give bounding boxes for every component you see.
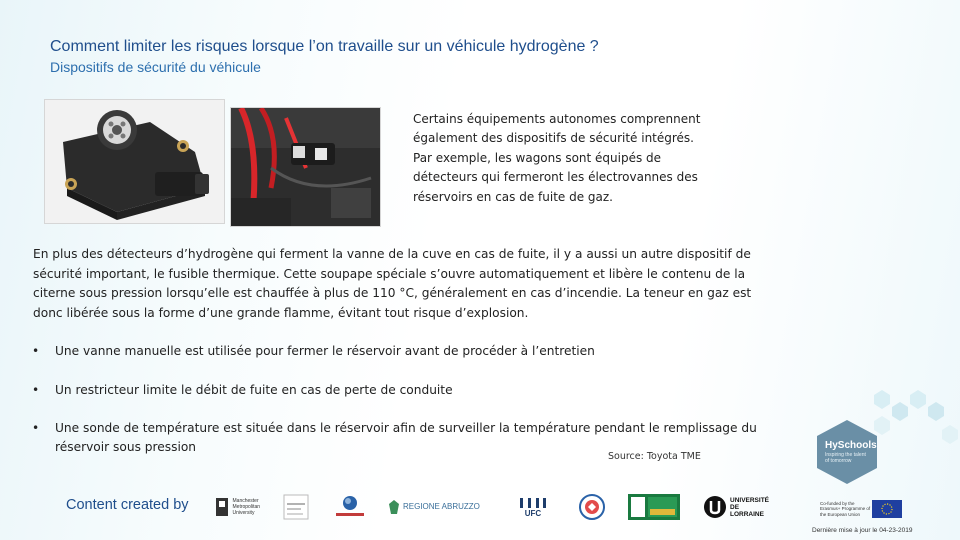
partner-logo-3: [332, 493, 368, 521]
hyschools-name: HySchools: [825, 440, 877, 451]
ufc-logo: [514, 493, 552, 521]
last-updated: Dernière mise à jour le 04-23-2019: [812, 527, 913, 534]
bullet-marker: •: [32, 421, 40, 435]
lorraine-logo: [703, 493, 775, 521]
hyschools-logo: [815, 418, 879, 486]
partner-logo-6: [578, 493, 606, 521]
partner-logo-2: [282, 493, 310, 521]
bullet-marker: •: [32, 383, 40, 397]
partner-logo-7: [627, 493, 681, 521]
hyschools-tagline: Inspiring the talent of tomorrow: [825, 452, 866, 464]
slide-title: Comment limiter les risques lorsque l’on travaille sur un véhicule hydrogène ?: [50, 38, 599, 55]
erasmus-logo: [820, 498, 906, 520]
source-caption: Source: Toyota TME: [608, 451, 701, 462]
erasmus-text: Co-funded by the Erasmus+ Programme of the European Union: [820, 500, 871, 517]
bullet-marker: •: [32, 344, 40, 358]
content-created-by: Content created by: [66, 497, 189, 513]
side-text: Certains équipements autonomes comprennent également des dispositifs de sécurité intégrés. Par exemple, les wagons sont équipés de détecteurs qui fermeront les électrovannes des réservoirs en cas de fuite de gaz.: [413, 112, 701, 204]
eu-flag-icon: [872, 500, 902, 518]
manchester-logo: [212, 493, 268, 521]
manchester-logo-text: Manchester Metropolitan University: [232, 498, 261, 516]
slide-subtitle: Dispositifs de sécurité du véhicule: [50, 59, 261, 75]
installed-sensor-photo: [230, 107, 381, 227]
hydrogen-sensor-photo: [44, 99, 225, 224]
bullet-text: Une sonde de température est située dans le réservoir afin de surveiller la température pendant le remplissage du réservoir sous pression: [55, 421, 757, 454]
regione-abruzzo-text: REGIONE ABRUZZO: [403, 502, 480, 511]
bullet-text: Un restricteur limite le débit de fuite en cas de perte de conduite: [55, 383, 453, 397]
ufc-text: UFC: [524, 509, 542, 518]
bullet-text: Une vanne manuelle est utilisée pour fermer le réservoir avant de procéder à l’entretien: [55, 344, 595, 358]
regione-abruzzo-logo: [388, 493, 486, 521]
lorraine-text: UNIVERSITÉ DE LORRAINE: [730, 496, 770, 518]
body-paragraph: En plus des détecteurs d’hydrogène qui ferment la vanne de la cuve en cas de fuite, il y a aussi un autre dispositif de sécurité important, le fusible thermique. Cette soupape spéciale s’ouvre automatiquement et libère le contenu de la citerne sous pression lorsqu’elle est chauffée à plus de 110 °C, généralement en cas d’incendie. La teneur en gaz est donc libérée sous la forme d’une grande flamme, évitant tout risque d’explosion.: [33, 247, 752, 320]
